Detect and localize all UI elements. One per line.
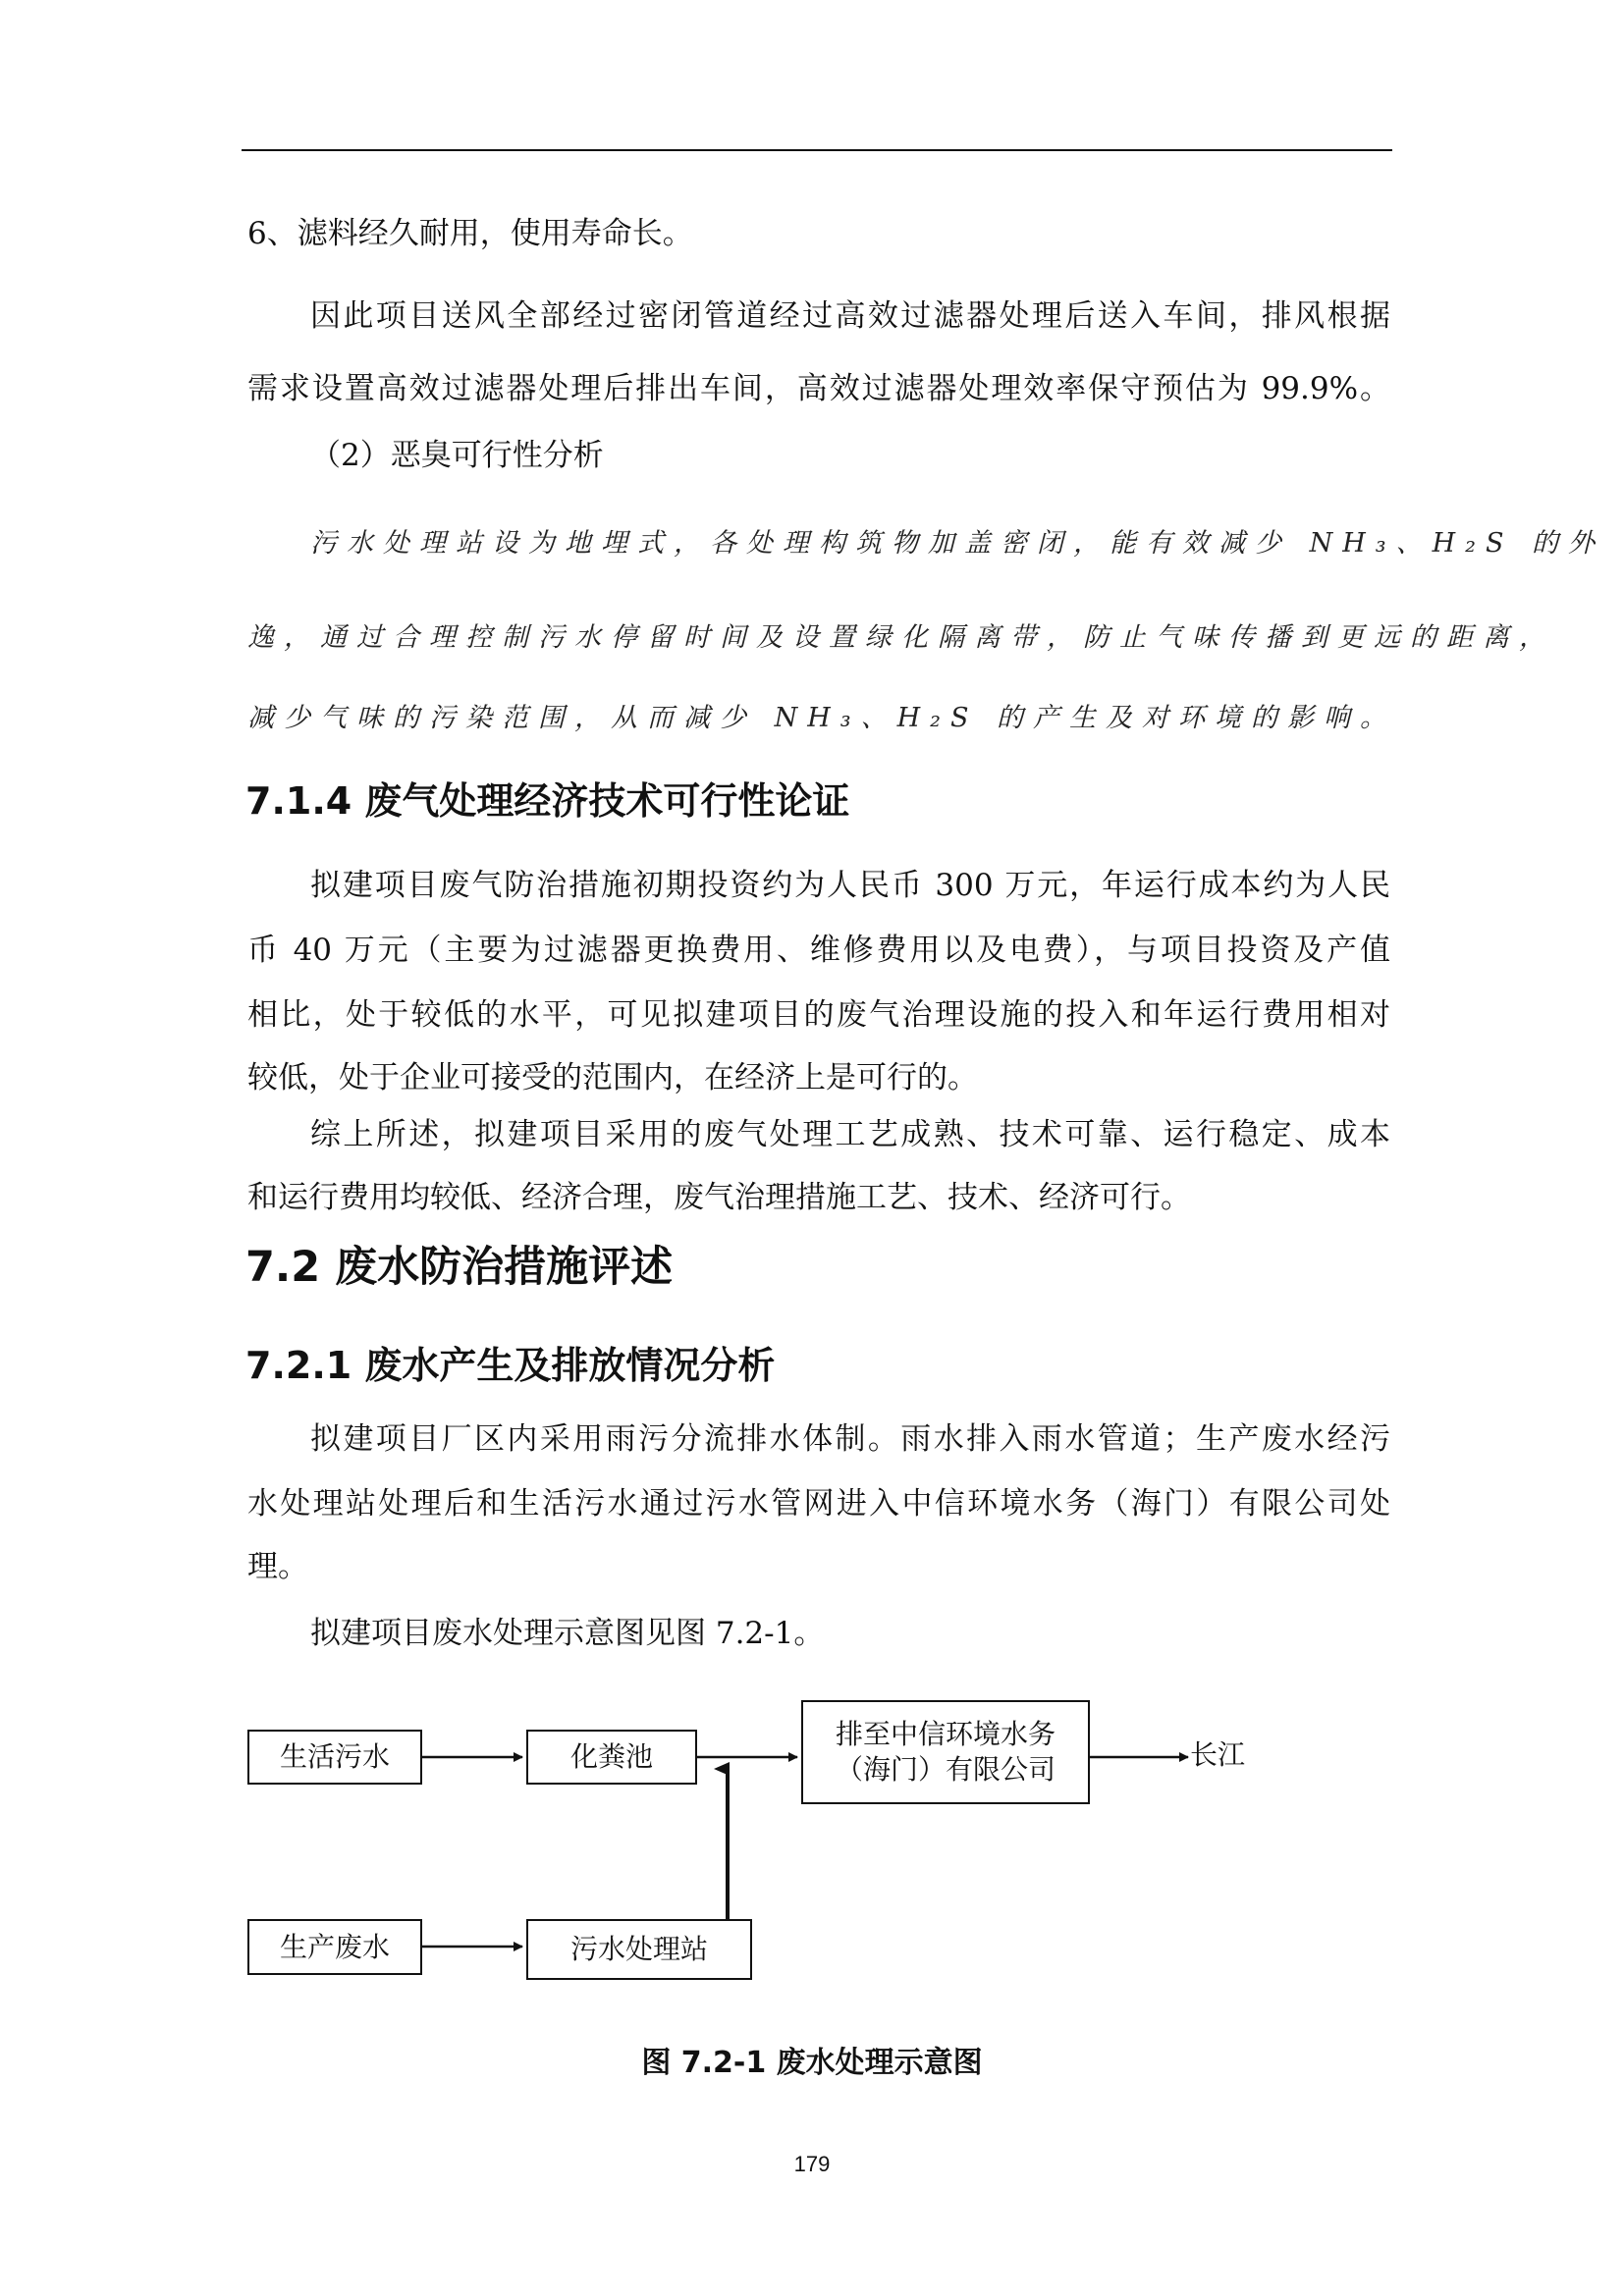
body-line: 需求设置高效过滤器处理后排出车间，高效过滤器处理效率保守预估为 99.9%。 <box>247 371 1390 406</box>
page-number: 179 <box>793 2152 831 2176</box>
body-line: 拟建项目废气防治措施初期投资约为人民币 300 万元，年运行成本约为人民 <box>310 868 1390 903</box>
handwritten-line: 污水处理站设为地埋式，各处理构筑物加盖密闭，能有效减少 NH₃、H₂S 的外 <box>310 528 1605 559</box>
body-line: 理。 <box>247 1549 308 1584</box>
box-production-wastewater: 生产废水 <box>247 1919 422 1975</box>
section-heading-7-2-1: 7.2.1 废水产生及排放情况分析 <box>245 1344 776 1387</box>
section-heading-7-2: 7.2 废水防治措施评述 <box>245 1243 674 1292</box>
handwritten-line: 逸，通过合理控制污水停留时间及设置绿化隔离带，防止气味传播到更远的距离， <box>247 622 1555 653</box>
discharge-line-1: 排至中信环境水务 <box>835 1718 1056 1750</box>
figure-caption: 图 7.2-1 废水处理示意图 <box>641 2046 983 2080</box>
body-line: 币 40 万元（主要为过滤器更换费用、维修费用以及电费），与项目投资及产值 <box>247 933 1390 968</box>
body-line: 较低，处于企业可接受的范围内，在经济上是可行的。 <box>247 1060 978 1095</box>
box-domestic-sewage: 生活污水 <box>247 1730 422 1785</box>
discharge-line-2: （海门）有限公司 <box>835 1753 1056 1786</box>
body-line: 和运行费用均较低、经济合理，废气治理措施工艺、技术、经济可行。 <box>247 1180 1191 1215</box>
box-discharge <box>801 1700 1090 1804</box>
river-label: 长江 <box>1190 1738 1246 1771</box>
handwritten-line: 减少气味的污染范围，从而减少 NH₃、H₂S 的产生及对环境的影响。 <box>247 703 1397 733</box>
body-line: 拟建项目厂区内采用雨污分流排水体制。雨水排入雨水管道；生产废水经污 <box>310 1421 1390 1457</box>
body-line: 6、滤料经久耐用，使用寿命长。 <box>247 216 693 251</box>
box-septic-tank: 化粪池 <box>526 1730 697 1785</box>
body-line: 综上所述，拟建项目采用的废气处理工艺成熟、技术可靠、运行稳定、成本 <box>310 1117 1390 1152</box>
box-treatment-station: 污水处理站 <box>526 1919 752 1980</box>
subsection-label: （2）恶臭可行性分析 <box>310 438 604 473</box>
body-line: 相比，处于较低的水平，可见拟建项目的废气治理设施的投入和年运行费用相对 <box>247 997 1390 1033</box>
body-line: 因此项目送风全部经过密闭管道经过高效过滤器处理后送入车间，排风根据 <box>310 298 1390 334</box>
section-heading-7-1-4: 7.1.4 废气处理经济技术可行性论证 <box>245 779 850 823</box>
body-line: 水处理站处理后和生活污水通过污水管网进入中信环境水务（海门）有限公司处 <box>247 1486 1390 1522</box>
body-line: 拟建项目废水处理示意图见图 7.2-1。 <box>310 1616 825 1651</box>
